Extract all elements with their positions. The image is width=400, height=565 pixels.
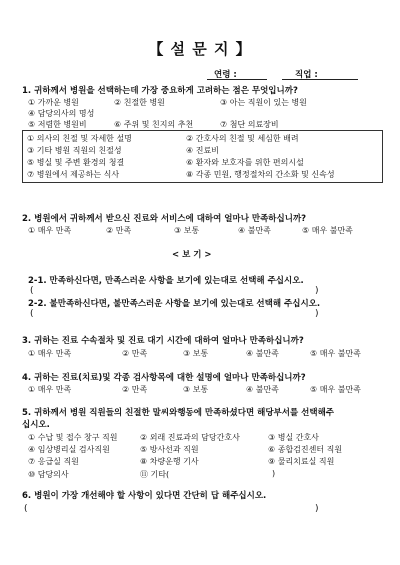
- q1-option-6[interactable]: ⑥ 주위 및 친지의 추천: [114, 120, 194, 129]
- q2-1-close-paren: ): [315, 286, 319, 296]
- q2-2-answer-field[interactable]: [38, 309, 310, 321]
- age-label: 연령 :: [214, 70, 237, 80]
- q5-option-7[interactable]: ⑦ 응급실 직원: [28, 457, 79, 466]
- q5-option-4[interactable]: ④ 임상병리실 검사직원: [28, 445, 110, 454]
- question-3: 3. 귀하는 진료 수속절차 및 진료 대기 시간에 대하여 얼마나 만족하십니까?: [22, 336, 304, 346]
- question-2-2: 2-2. 불만족하신다면, 불만족스러운 사항을 보기에 있는대로 선택해 주십시오.: [28, 299, 321, 309]
- q2-1-open-paren: (: [30, 286, 34, 296]
- q1-option-5[interactable]: ⑤ 저렴한 병원비: [28, 120, 87, 129]
- q2-option-1[interactable]: ① 매우 만족: [28, 226, 72, 235]
- q1-option-1[interactable]: ① 가까운 병원: [28, 98, 79, 107]
- age-field-line[interactable]: [207, 79, 267, 80]
- q5-option-6[interactable]: ⑥ 종합검진센터 직원: [268, 445, 343, 454]
- q2-option-2[interactable]: ② 만족: [106, 226, 132, 235]
- q2-option-4[interactable]: ④ 불만족: [238, 226, 271, 235]
- q1-box-option-8[interactable]: ⑧ 각종 민원, 행정절차의 간소화 및 신속성: [186, 170, 335, 179]
- q1-box-option-5[interactable]: ⑤ 병실 및 주변 환경의 청결: [27, 158, 125, 167]
- q4-option-3[interactable]: ③ 보통: [183, 385, 209, 394]
- q5-option-5[interactable]: ⑤ 방사선과 직원: [140, 445, 199, 454]
- q1-box-option-3[interactable]: ③ 기타 병원 직원의 친절성: [27, 146, 122, 155]
- example-label: < 보 기 >: [172, 250, 212, 260]
- q4-option-5[interactable]: ⑤ 매우 불만족: [310, 385, 361, 394]
- survey-title: 【 설 문 지 】: [148, 40, 252, 58]
- q1-option-4[interactable]: ④ 담당의사의 명성: [28, 109, 95, 118]
- q4-option-1[interactable]: ① 매우 만족: [28, 385, 72, 394]
- question-4: 4. 귀하는 진료(치료)및 각종 검사항목에 대한 설명에 얼마나 만족하십니까?: [22, 373, 306, 383]
- question-5-line-1: 5. 귀하께서 병원 직원들의 친절한 말씨와행동에 만족하셨다면 해당부서를 선택해주: [22, 408, 334, 418]
- q2-option-5[interactable]: ⑤ 매우 불만족: [302, 226, 353, 235]
- question-2: 2. 병원에서 귀하께서 받으신 진료와 서비스에 대하여 얼마나 만족하십니까?: [22, 214, 307, 224]
- q3-option-4[interactable]: ④ 불만족: [246, 349, 279, 358]
- q5-option-10[interactable]: ⑩ 담당의사: [28, 470, 69, 479]
- q5-option-1[interactable]: ① 수납 및 접수 창구 직원: [28, 433, 118, 442]
- q5-other-close-paren: ): [272, 469, 276, 478]
- q1-option-2[interactable]: ② 친절한 병원: [114, 98, 165, 107]
- question-2-1: 2-1. 만족하신다면, 만족스러운 사항을 보기에 있는대로 선택해 주십시오.: [28, 276, 304, 286]
- q6-open-paren: (: [24, 504, 28, 514]
- q5-option-8[interactable]: ⑧ 차량운행 기사: [140, 457, 199, 466]
- question-5-line-2: 십시오.: [22, 420, 50, 430]
- q3-option-3[interactable]: ③ 보통: [183, 349, 209, 358]
- q6-close-paren: ): [315, 504, 319, 514]
- q2-2-close-paren: ): [315, 309, 319, 319]
- q1-box-option-4[interactable]: ④ 진료비: [186, 146, 219, 155]
- question-1: 1. 귀하께서 병원을 선택하는데 가장 중요하게 고려하는 점은 무엇입니까?: [22, 86, 298, 96]
- q1-option-7[interactable]: ⑦ 첨단 의료장비: [220, 120, 279, 129]
- q4-option-2[interactable]: ② 만족: [122, 385, 148, 394]
- q4-option-4[interactable]: ④ 불만족: [246, 385, 279, 394]
- q1-box-option-6[interactable]: ⑥ 환자와 보호자를 위한 편의시설: [186, 158, 304, 167]
- q1-box-option-1[interactable]: ① 의사의 친절 및 자세한 설명: [27, 134, 132, 143]
- job-label: 직업 :: [295, 70, 318, 80]
- job-field-line[interactable]: [282, 79, 358, 80]
- q2-option-3[interactable]: ③ 보통: [174, 226, 200, 235]
- q5-option-3[interactable]: ③ 병실 간호사: [268, 433, 319, 442]
- q5-option-2[interactable]: ② 외래 진료과의 담당간호사: [140, 433, 240, 442]
- q5-option-9[interactable]: ⑨ 물리치료실 직원: [268, 457, 335, 466]
- q3-option-5[interactable]: ⑤ 매우 불만족: [310, 349, 361, 358]
- q2-2-open-paren: (: [30, 309, 34, 319]
- q5-option-11[interactable]: ⑪ 기타(: [140, 470, 170, 479]
- q5-other-field[interactable]: [188, 469, 268, 480]
- q3-option-2[interactable]: ② 만족: [122, 349, 148, 358]
- q1-option-3[interactable]: ③ 아는 직원이 있는 병원: [220, 98, 307, 107]
- q3-option-1[interactable]: ① 매우 만족: [28, 349, 72, 358]
- q1-box-option-2[interactable]: ② 간호사의 친절 및 세심한 배려: [186, 134, 299, 143]
- q6-answer-field[interactable]: [32, 504, 310, 516]
- question-6: 6. 병원이 가장 개선해야 할 사항이 있다면 간단히 답 해주십시오.: [22, 491, 267, 501]
- q1-box-option-7[interactable]: ⑦ 병원에서 제공하는 식사: [27, 170, 120, 179]
